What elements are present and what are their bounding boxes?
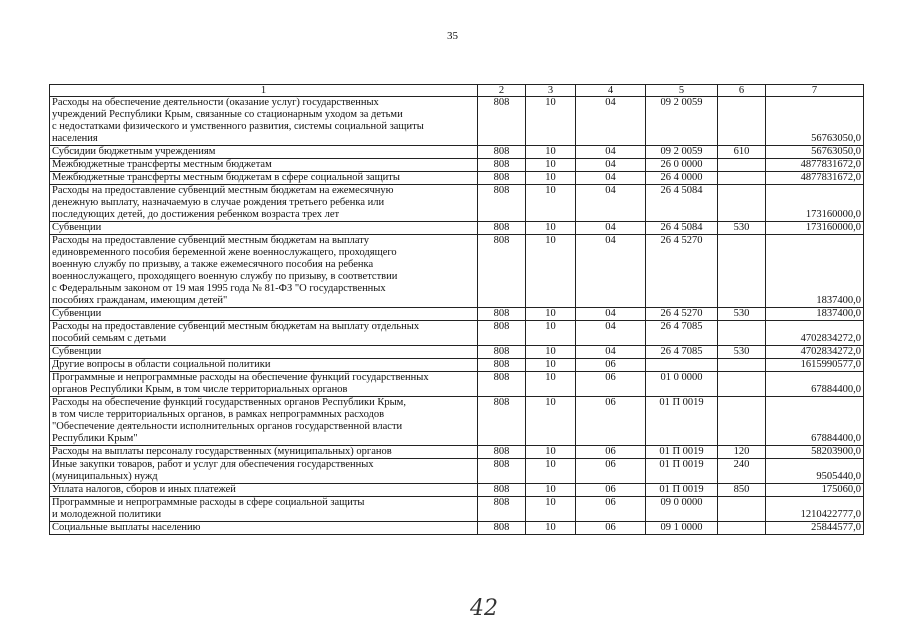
amount-cell: 173160000,0 <box>766 222 864 235</box>
amount-cell: 1615990577,0 <box>766 359 864 372</box>
table-row <box>50 497 864 522</box>
target-article-cell: 09 1 0000 <box>646 522 718 535</box>
amount-cell: 9505440,0 <box>766 459 864 484</box>
expense-name-cell: Расходы на предоставление субвенций местным бюджетам на выплату отдельных пособий семьям с детьми <box>50 321 478 346</box>
section-cell: 10 <box>526 235 576 308</box>
amount-cell: 67884400,0 <box>766 372 864 397</box>
expense-type-cell: 850 <box>718 484 766 497</box>
section-cell: 10 <box>526 497 576 522</box>
expense-name-cell: Субвенции <box>50 222 478 235</box>
ministry-code-cell: 808 <box>478 359 526 372</box>
target-article-cell: 01 П 0019 <box>646 459 718 484</box>
subsection-cell: 06 <box>576 397 646 446</box>
target-article-cell: 09 2 0059 <box>646 146 718 159</box>
table-row <box>50 185 864 222</box>
expense-name-cell: Социальные выплаты населению <box>50 522 478 535</box>
table-row <box>50 484 864 497</box>
column-header: 2 <box>478 85 526 97</box>
amount-cell: 56763050,0 <box>766 146 864 159</box>
target-article-cell: 01 П 0019 <box>646 397 718 446</box>
subsection-cell: 06 <box>576 446 646 459</box>
section-cell: 10 <box>526 397 576 446</box>
ministry-code-cell: 808 <box>478 459 526 484</box>
amount-cell: 4702834272,0 <box>766 346 864 359</box>
section-cell: 10 <box>526 159 576 172</box>
column-header: 7 <box>766 85 864 97</box>
column-header: 5 <box>646 85 718 97</box>
ministry-code-cell: 808 <box>478 321 526 346</box>
subsection-cell: 04 <box>576 346 646 359</box>
table-row <box>50 146 864 159</box>
ministry-code-cell: 808 <box>478 484 526 497</box>
subsection-cell: 04 <box>576 146 646 159</box>
target-article-cell: 26 0 0000 <box>646 159 718 172</box>
section-cell: 10 <box>526 359 576 372</box>
target-article-cell: 26 4 5084 <box>646 185 718 222</box>
expense-type-cell <box>718 497 766 522</box>
ministry-code-cell: 808 <box>478 308 526 321</box>
amount-cell: 4702834272,0 <box>766 321 864 346</box>
target-article-cell: 09 2 0059 <box>646 97 718 146</box>
section-cell: 10 <box>526 346 576 359</box>
section-cell: 10 <box>526 372 576 397</box>
target-article-cell: 01 П 0019 <box>646 446 718 459</box>
subsection-cell: 04 <box>576 159 646 172</box>
ministry-code-cell: 808 <box>478 372 526 397</box>
expense-name-cell: Программные и непрограммные расходы на обеспечение функций государственных органов Республики Крым, в том числе территориальных органов <box>50 372 478 397</box>
target-article-cell: 26 4 5270 <box>646 308 718 321</box>
budget-table <box>49 84 864 535</box>
ministry-code-cell: 808 <box>478 185 526 222</box>
expense-type-cell: 530 <box>718 346 766 359</box>
ministry-code-cell: 808 <box>478 497 526 522</box>
column-header: 3 <box>526 85 576 97</box>
amount-cell: 173160000,0 <box>766 185 864 222</box>
expense-type-cell <box>718 522 766 535</box>
expense-name-cell: Субвенции <box>50 308 478 321</box>
section-cell: 10 <box>526 484 576 497</box>
table-row <box>50 446 864 459</box>
target-article-cell: 26 4 0000 <box>646 172 718 185</box>
target-article-cell: 01 0 0000 <box>646 372 718 397</box>
ministry-code-cell: 808 <box>478 397 526 446</box>
subsection-cell: 04 <box>576 172 646 185</box>
ministry-code-cell: 808 <box>478 172 526 185</box>
ministry-code-cell: 808 <box>478 522 526 535</box>
expense-type-cell <box>718 397 766 446</box>
table-row <box>50 97 864 146</box>
table-header-row <box>50 85 864 97</box>
ministry-code-cell: 808 <box>478 235 526 308</box>
table-row <box>50 397 864 446</box>
expense-name-cell: Иные закупки товаров, работ и услуг для обеспечения государственных (муниципальных) нужд <box>50 459 478 484</box>
expense-type-cell <box>718 185 766 222</box>
expense-name-cell: Расходы на предоставление субвенций местным бюджетам на выплату единовременного пособия беременной жене военнослужащего, проходящего военную службу по призыву, а также ежемесячного пособия на ребенка военнослужащего, проходящего военную службу по призыву, в соответствии с Федеральным законом от 19 мая 1995 года № 81-ФЗ "О государственных пособиях гражданам, имеющим детей" <box>50 235 478 308</box>
expense-type-cell: 530 <box>718 222 766 235</box>
expense-type-cell: 120 <box>718 446 766 459</box>
section-cell: 10 <box>526 222 576 235</box>
expense-name-cell: Субсидии бюджетным учреждениям <box>50 146 478 159</box>
section-cell: 10 <box>526 446 576 459</box>
amount-cell: 4877831672,0 <box>766 159 864 172</box>
expense-name-cell: Межбюджетные трансферты местным бюджетам <box>50 159 478 172</box>
amount-cell: 58203900,0 <box>766 446 864 459</box>
amount-cell: 67884400,0 <box>766 397 864 446</box>
subsection-cell: 04 <box>576 308 646 321</box>
expense-name-cell: Другие вопросы в области социальной политики <box>50 359 478 372</box>
target-article-cell <box>646 359 718 372</box>
table-row <box>50 321 864 346</box>
expense-type-cell: 530 <box>718 308 766 321</box>
expense-name-cell: Уплата налогов, сборов и иных платежей <box>50 484 478 497</box>
ministry-code-cell: 808 <box>478 446 526 459</box>
table-row <box>50 159 864 172</box>
target-article-cell: 26 4 7085 <box>646 321 718 346</box>
column-header: 4 <box>576 85 646 97</box>
section-cell: 10 <box>526 185 576 222</box>
expense-type-cell <box>718 359 766 372</box>
target-article-cell: 26 4 5270 <box>646 235 718 308</box>
subsection-cell: 04 <box>576 222 646 235</box>
amount-cell: 4877831672,0 <box>766 172 864 185</box>
subsection-cell: 06 <box>576 484 646 497</box>
expense-type-cell: 240 <box>718 459 766 484</box>
table-row <box>50 222 864 235</box>
ministry-code-cell: 808 <box>478 159 526 172</box>
subsection-cell: 04 <box>576 185 646 222</box>
ministry-code-cell: 808 <box>478 97 526 146</box>
amount-cell: 56763050,0 <box>766 97 864 146</box>
subsection-cell: 06 <box>576 497 646 522</box>
expense-type-cell <box>718 235 766 308</box>
expense-type-cell: 610 <box>718 146 766 159</box>
amount-cell: 1210422777,0 <box>766 497 864 522</box>
table-row <box>50 522 864 535</box>
subsection-cell: 06 <box>576 359 646 372</box>
expense-name-cell: Расходы на обеспечение деятельности (оказание услуг) государственных учреждений Республики Крым, связанные со стационарным уходом за детьми с недостатками физического и умственного развития, системы социальной защиты населения <box>50 97 478 146</box>
subsection-cell: 04 <box>576 235 646 308</box>
expense-name-cell: Расходы на выплаты персоналу государственных (муниципальных) органов <box>50 446 478 459</box>
table-row <box>50 308 864 321</box>
section-cell: 10 <box>526 172 576 185</box>
table-row <box>50 459 864 484</box>
expense-name-cell: Расходы на обеспечение функций государственных органов Республики Крым, в том числе территориальных органов, в рамках непрограммных расходов "Обеспечение деятельности исполнительных органов государственной власти Республики Крым" <box>50 397 478 446</box>
ministry-code-cell: 808 <box>478 146 526 159</box>
subsection-cell: 06 <box>576 372 646 397</box>
expense-name-cell: Программные и непрограммные расходы в сфере социальной защиты и молодежной политики <box>50 497 478 522</box>
table-row <box>50 359 864 372</box>
expense-type-cell <box>718 172 766 185</box>
table-row <box>50 235 864 308</box>
table-row <box>50 372 864 397</box>
ministry-code-cell: 808 <box>478 222 526 235</box>
subsection-cell: 06 <box>576 522 646 535</box>
page-number: 35 <box>447 30 458 42</box>
section-cell: 10 <box>526 146 576 159</box>
amount-cell: 1837400,0 <box>766 235 864 308</box>
column-header: 6 <box>718 85 766 97</box>
subsection-cell: 04 <box>576 321 646 346</box>
amount-cell: 175060,0 <box>766 484 864 497</box>
column-header: 1 <box>50 85 478 97</box>
subsection-cell: 04 <box>576 97 646 146</box>
ministry-code-cell: 808 <box>478 346 526 359</box>
section-cell: 10 <box>526 97 576 146</box>
section-cell: 10 <box>526 522 576 535</box>
target-article-cell: 26 4 7085 <box>646 346 718 359</box>
expense-type-cell <box>718 372 766 397</box>
target-article-cell: 26 4 5084 <box>646 222 718 235</box>
expense-type-cell <box>718 159 766 172</box>
handwritten-page-number: 42 <box>470 596 498 621</box>
amount-cell: 25844577,0 <box>766 522 864 535</box>
expense-name-cell: Межбюджетные трансферты местным бюджетам в сфере социальной защиты <box>50 172 478 185</box>
table-row <box>50 172 864 185</box>
amount-cell: 1837400,0 <box>766 308 864 321</box>
expense-type-cell <box>718 97 766 146</box>
expense-name-cell: Субвенции <box>50 346 478 359</box>
expense-name-cell: Расходы на предоставление субвенций местным бюджетам на ежемесячную денежную выплату, назначаемую в случае рождения третьего ребенка или последующих детей, до достижения ребенком возраста трех лет <box>50 185 478 222</box>
target-article-cell: 09 0 0000 <box>646 497 718 522</box>
expense-type-cell <box>718 321 766 346</box>
section-cell: 10 <box>526 308 576 321</box>
target-article-cell: 01 П 0019 <box>646 484 718 497</box>
section-cell: 10 <box>526 321 576 346</box>
subsection-cell: 06 <box>576 459 646 484</box>
table-row <box>50 346 864 359</box>
section-cell: 10 <box>526 459 576 484</box>
